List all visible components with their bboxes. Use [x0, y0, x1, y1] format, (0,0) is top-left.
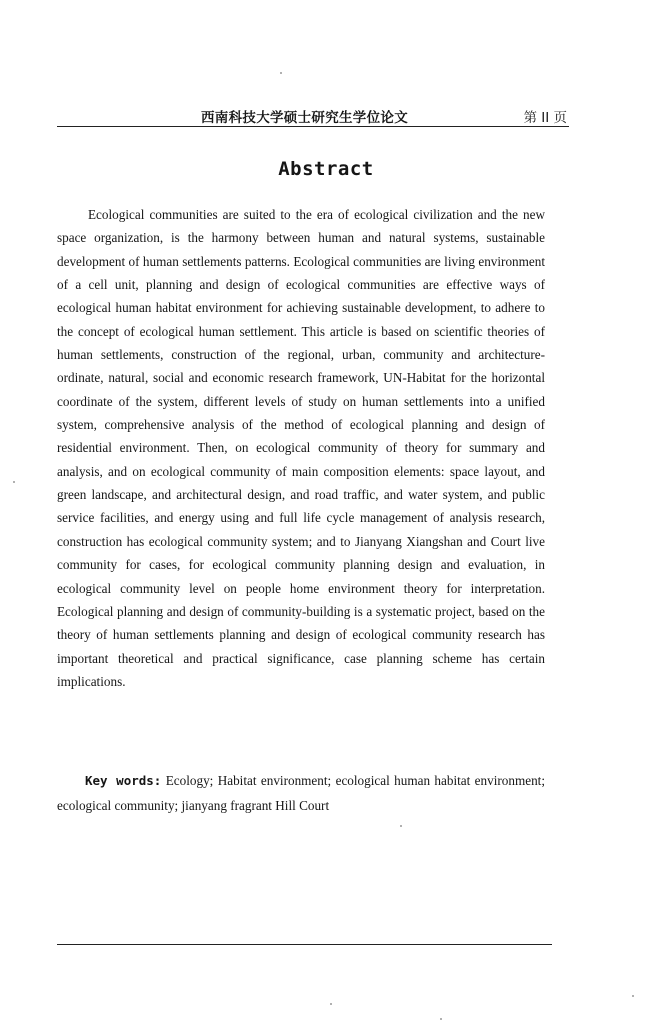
scan-speck	[330, 1003, 332, 1005]
abstract-paragraph: Ecological communities are suited to the era of ecological civilization and the new space organization, is the harmony between human and natural systems, sustainable development of human settlements patterns. Ecological communities are living environment of a cell unit, planning and design of ecological communities are effective ways of ecological human habitat environment for achieving sustainable development, to adhere to the concept of ecological human settlement. This article is based on scientific theories of human settlements, construction of the regional, urban, community and architecture-ordinate, natural, social and economic research framework, UN-Habitat for the horizontal coordinate of the system, different levels of study on human settlements into a unified system, comprehensive analysis of the method of ecological planning and design of residential environment. Then, on ecological community of theory for summary and analysis, and on ecological community of main composition elements: space layout, and green landscape, and architectural design, and road traffic, and water system, and public service facilities, and energy using and full life cycle management of analysis research, construction has ecological community system; and to Jianyang Xiangshan and Court live community for cases, for ecological community planning design and evaluation, in ecological community level on people home environment theory for interpretation. Ecological planning and design of community-building is a systematic project, based on the theory of human settlements planning and design of ecological community research has important theoretical and practical significance, case planning scheme has certain implications.	[57, 207, 545, 689]
section-title: Abstract	[278, 158, 374, 180]
page-number: 第 II 页	[523, 110, 567, 126]
header-title: 西南科技大学硕士研究生学位论文	[201, 110, 408, 126]
scan-speck	[280, 72, 282, 74]
keywords-text: Ecology; Habitat environment; ecological human habitat environment; ecological community; jianyang fragrant Hill Court	[57, 773, 545, 813]
scan-speck	[632, 995, 634, 997]
running-header	[57, 104, 569, 127]
scan-speck	[13, 481, 15, 483]
scan-speck	[400, 825, 402, 827]
scan-speck	[440, 1018, 442, 1020]
footer-rule	[57, 944, 552, 945]
keywords-paragraph	[57, 768, 545, 818]
keywords-label: Key words:	[85, 773, 162, 788]
